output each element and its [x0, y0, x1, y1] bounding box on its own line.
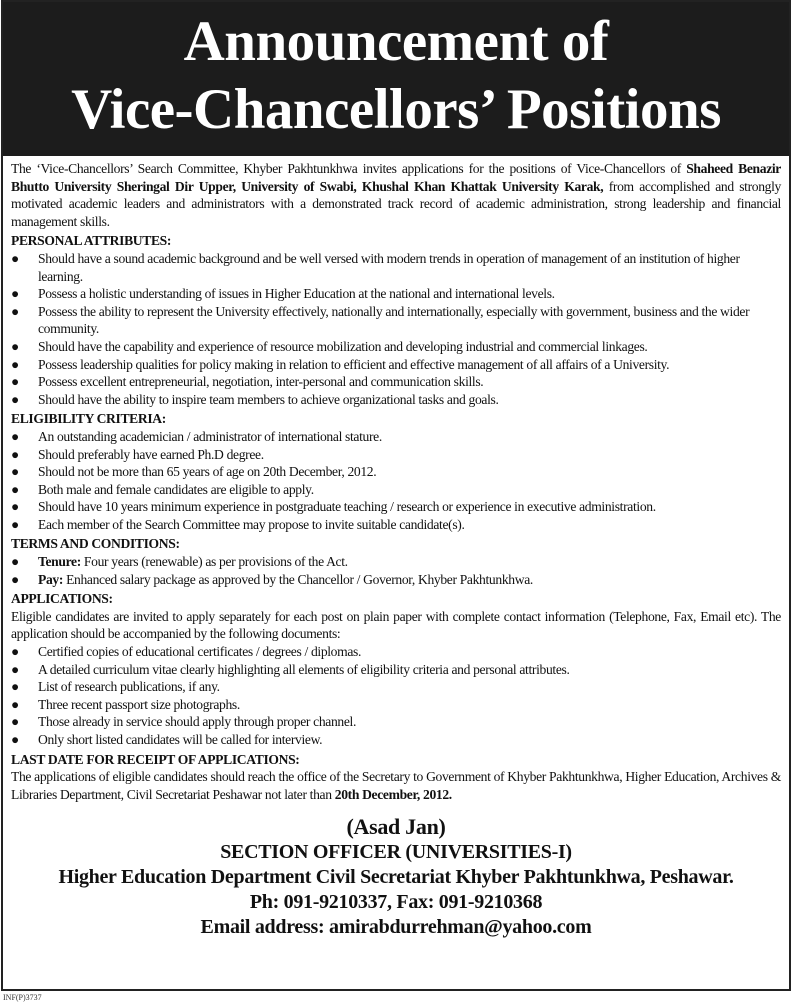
- list-item: [11, 373, 781, 391]
- item-text: An outstanding academician / administrator of international stature.: [38, 428, 382, 444]
- contact-email[interactable]: Email address: amirabdurrehman@yahoo.com: [200, 916, 592, 939]
- intro-text-end: from accomplished and strongly motivated academic leaders and administrators with a demonstrated track record of academic administration, strong leadership and financial management skills.: [11, 178, 781, 229]
- list-item: [11, 338, 781, 356]
- bullet-icon: ●: [11, 644, 19, 660]
- list-item: [11, 446, 781, 464]
- signatory-designation: SECTION OFFICER (UNIVERSITIES-I): [220, 841, 572, 864]
- list-item: [11, 391, 781, 409]
- item-text: Those already in service should apply through proper channel.: [38, 714, 357, 730]
- bullet-icon: ●: [11, 356, 19, 372]
- bullet-icon: ●: [11, 286, 19, 302]
- bullet-icon: ●: [11, 428, 19, 444]
- title-line-1: Announcement of: [183, 10, 609, 73]
- bullet-icon: ●: [11, 250, 19, 266]
- bullet-icon: ●: [11, 338, 19, 354]
- bullet-icon: ●: [11, 714, 19, 730]
- section-heading-applications: APPLICATIONS:: [11, 591, 113, 607]
- section-heading-terms: TERMS AND CONDITIONS:: [11, 536, 180, 552]
- signatory-name: (Asad Jan): [346, 814, 446, 840]
- personal-list: [11, 250, 781, 408]
- reference-number: INF(P)3737: [3, 993, 42, 1002]
- documents-list: [11, 643, 781, 749]
- item-lead: Pay:: [38, 571, 64, 587]
- terms-list: [11, 553, 781, 588]
- item-lead: Tenure:: [38, 554, 81, 570]
- list-item: [11, 303, 781, 338]
- bullet-icon: ●: [11, 499, 19, 515]
- bullet-icon: ●: [11, 516, 19, 532]
- list-item: [11, 678, 781, 696]
- item-text: Should have the ability to inspire team members to achieve organizational tasks and goals.: [38, 391, 499, 407]
- bullet-icon: ●: [11, 554, 19, 570]
- last-date-body: The applications of eligible candidates should reach the office of the Secretary to Government of Khyber Pakhtunkhwa, Higher Education, Archives & Libraries Department, Civil Secretariat Peshawar not later than: [11, 769, 781, 802]
- list-item: [11, 643, 781, 661]
- bullet-icon: ●: [11, 679, 19, 695]
- bullet-icon: ●: [11, 446, 19, 462]
- list-item: [11, 661, 781, 679]
- item-text: Possess the ability to represent the University effectively, nationally and internationally, especially with government, business and the wider community.: [38, 303, 750, 337]
- item-text: Enhanced salary package as approved by the Chancellor / Governor, Khyber Pakhtunkhwa.: [63, 571, 533, 587]
- item-text: A detailed curriculum vitae clearly highlighting all elements of eligibility criteria and personal attributes.: [38, 661, 570, 677]
- eligibility-list: [11, 428, 781, 534]
- item-text: Should have a sound academic background and be well versed with modern trends in operation of management of an institution of higher learning.: [38, 250, 740, 284]
- bullet-icon: ●: [11, 571, 19, 587]
- list-item: [11, 553, 781, 571]
- list-item: [11, 250, 781, 285]
- signature-block: [11, 813, 781, 940]
- bullet-icon: ●: [11, 661, 19, 677]
- item-text: Should not be more than 65 years of age on 20th December, 2012.: [38, 464, 377, 480]
- contact-phone: Ph: 091-9210337, Fax: 091-9210368: [249, 891, 543, 914]
- bullet-icon: ●: [11, 481, 19, 497]
- bullet-icon: ●: [11, 391, 19, 407]
- list-item: [11, 498, 781, 516]
- item-text: Certified copies of educational certificates / degrees / diplomas.: [38, 644, 362, 660]
- title-banner: [3, 2, 789, 156]
- item-text: Possess excellent entrepreneurial, negotiation, inter-personal and communication skills.: [38, 374, 484, 390]
- section-heading-eligibility: ELIGIBILITY CRITERIA:: [11, 411, 166, 427]
- item-text: Three recent passport size photographs.: [38, 696, 240, 712]
- item-text: Should preferably have earned Ph.D degree.: [38, 446, 264, 462]
- bullet-icon: ●: [11, 374, 19, 390]
- item-text: Should have 10 years minimum experience in postgraduate teaching / research or experience in executive administration.: [38, 499, 656, 515]
- list-item: [11, 285, 781, 303]
- item-text: Four years (renewable) as per provisions of the Act.: [80, 554, 348, 570]
- item-text: Possess leadership qualities for policy making in relation to efficient and effective management of all affairs of a University.: [38, 356, 670, 372]
- bullet-icon: ●: [11, 464, 19, 480]
- list-item: [11, 516, 781, 534]
- item-text: Should have the capability and experience of resource mobilization and developing industrial and commercial linkages.: [38, 338, 648, 354]
- item-text: List of research publications, if any.: [38, 679, 220, 695]
- department-address: Higher Education Department Civil Secretariat Khyber Pakhtunkhwa, Peshawar.: [58, 866, 734, 889]
- bullet-icon: ●: [11, 303, 19, 319]
- title-line-2: Vice-Chancellors’ Positions: [71, 78, 721, 141]
- bullet-icon: ●: [11, 732, 19, 747]
- advertisement: [1, 0, 791, 991]
- item-text: Possess a holistic understanding of issues in Higher Education at the national and international levels.: [38, 286, 555, 302]
- section-heading-last-date: LAST DATE FOR RECEIPT OF APPLICATIONS:: [11, 751, 300, 767]
- deadline-date: 20th December, 2012.: [334, 786, 452, 802]
- item-text: Only short listed candidates will be called for interview.: [38, 732, 323, 747]
- last-date-text: [11, 768, 781, 803]
- bullet-icon: ●: [11, 696, 19, 712]
- item-text: Each member of the Search Committee may propose to invite suitable candidate(s).: [38, 516, 465, 532]
- list-item: [11, 428, 781, 446]
- university-names: Shaheed Benazir Bhutto University Sheringal Dir Upper, University of Swabi, Khushal Khan Khattak University Karak,: [11, 161, 781, 194]
- intro-text: The ‘Vice-Chancellors’ Search Committee, Khyber Pakhtunkhwa invites applications for the positions of Vice-Chancellors of: [11, 161, 687, 176]
- section-heading-personal: PERSONAL ATTRIBUTES:: [11, 233, 172, 249]
- list-item: [11, 356, 781, 374]
- list-item: [11, 481, 781, 499]
- list-item: [11, 463, 781, 481]
- list-item: [11, 713, 781, 731]
- intro-paragraph: [11, 160, 781, 230]
- applications-text: Eligible candidates are invited to apply separately for each post on plain paper with complete contact information (Telephone, Fax, Email etc). The application should be accompanied by the following documents:: [11, 608, 781, 642]
- list-item: [11, 571, 781, 589]
- item-text: Both male and female candidates are eligible to apply.: [38, 481, 314, 497]
- list-item: [11, 731, 781, 749]
- list-item: [11, 696, 781, 714]
